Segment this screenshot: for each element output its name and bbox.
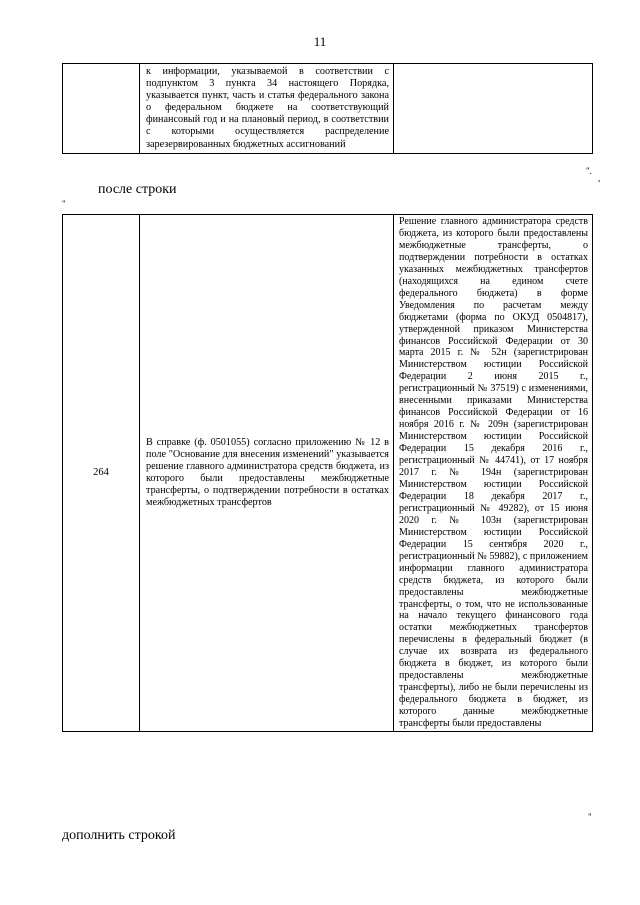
number-cell (63, 64, 140, 154)
document-cell: Решение главного администратора средств бюджета, из которого были предоставлены межбюджетные трансферты, о подтверждении потребности в остатках указанных межбюджетных трансфертов (находящихся на едином счете федерального бюджета) в форме Уведомления по расчетам между бюджетами (форма по ОКУД 0504817), утвержденной приказом Министерства финансов Российской Федерации от 30 марта 2015 г. № 52н (зарегистрирован Министерством юстиции Российской Федерации 2 июня 2015 г., регистрационный № 37519) с изменениями, внесенными приказами Министерства финансов Российской Федерации от 16 ноября 2016 г. № 209н (зарегистрирован Министерством юстиции Российской Федерации 15 декабря 2016 г., регистрационный № 44741), от 17 ноября 2017 г. № 194н (зарегистрирован Министерством юстиции Российской Федерации 18 декабря 2017 г., регистрационный № 49282), от 15 июня 2020 г. № 103н (зарегистрирован Министерством юстиции Российской Федерации 15 сентября 2020 г., регистрационный № 59882), с приложением информации главного администратора средств бюджета, из которого были предоставлены межбюджетные трансферты, о том, что не использованные на начало текущего финансового года остатки межбюджетных трансфертов перечислены в федеральный бюджет (в случае их возврата из федерального бюджета в бюджет, из которого были предоставлены межбюджетные трансферты), либо не были перечислены из федерального бюджета в бюджет, из которого данные межбюджетные трансферты были предоставлены (394, 215, 593, 732)
heading-after-row: после строки (98, 182, 177, 197)
row-number-cell: 264 (63, 215, 140, 732)
opening-quote: " (62, 199, 66, 209)
closing-quote-2: " (588, 812, 592, 822)
document-cell (394, 64, 593, 154)
description-cell: к информации, указываемой в соответствии с подпунктом 3 пункта 34 настоящего Порядка, указывается пункт, часть и статья федерального закона о федеральном бюджете на соответствующий финансовый год и на плановый период, в соответствии с которыми осуществляется распределение зарезервированных бюджетных ассигнований (140, 64, 394, 154)
closing-comma: , (598, 173, 601, 183)
table-row (63, 64, 593, 154)
table-continuation (62, 63, 593, 154)
table-row (63, 215, 593, 732)
page-number: 11 (313, 34, 327, 49)
description-cell: В справке (ф. 0501055) согласно приложению № 12 в поле "Основание для внесения изменений" указывается решение главного администратора средств бюджета, из которого были предоставлены межбюджетные трансферты, о подтверждении потребности в остатках межбюджетных трансфертов (140, 215, 394, 732)
table-row-264 (62, 214, 593, 732)
closing-quote: ". (586, 166, 592, 176)
heading-add-row: дополнить строкой (62, 828, 176, 843)
